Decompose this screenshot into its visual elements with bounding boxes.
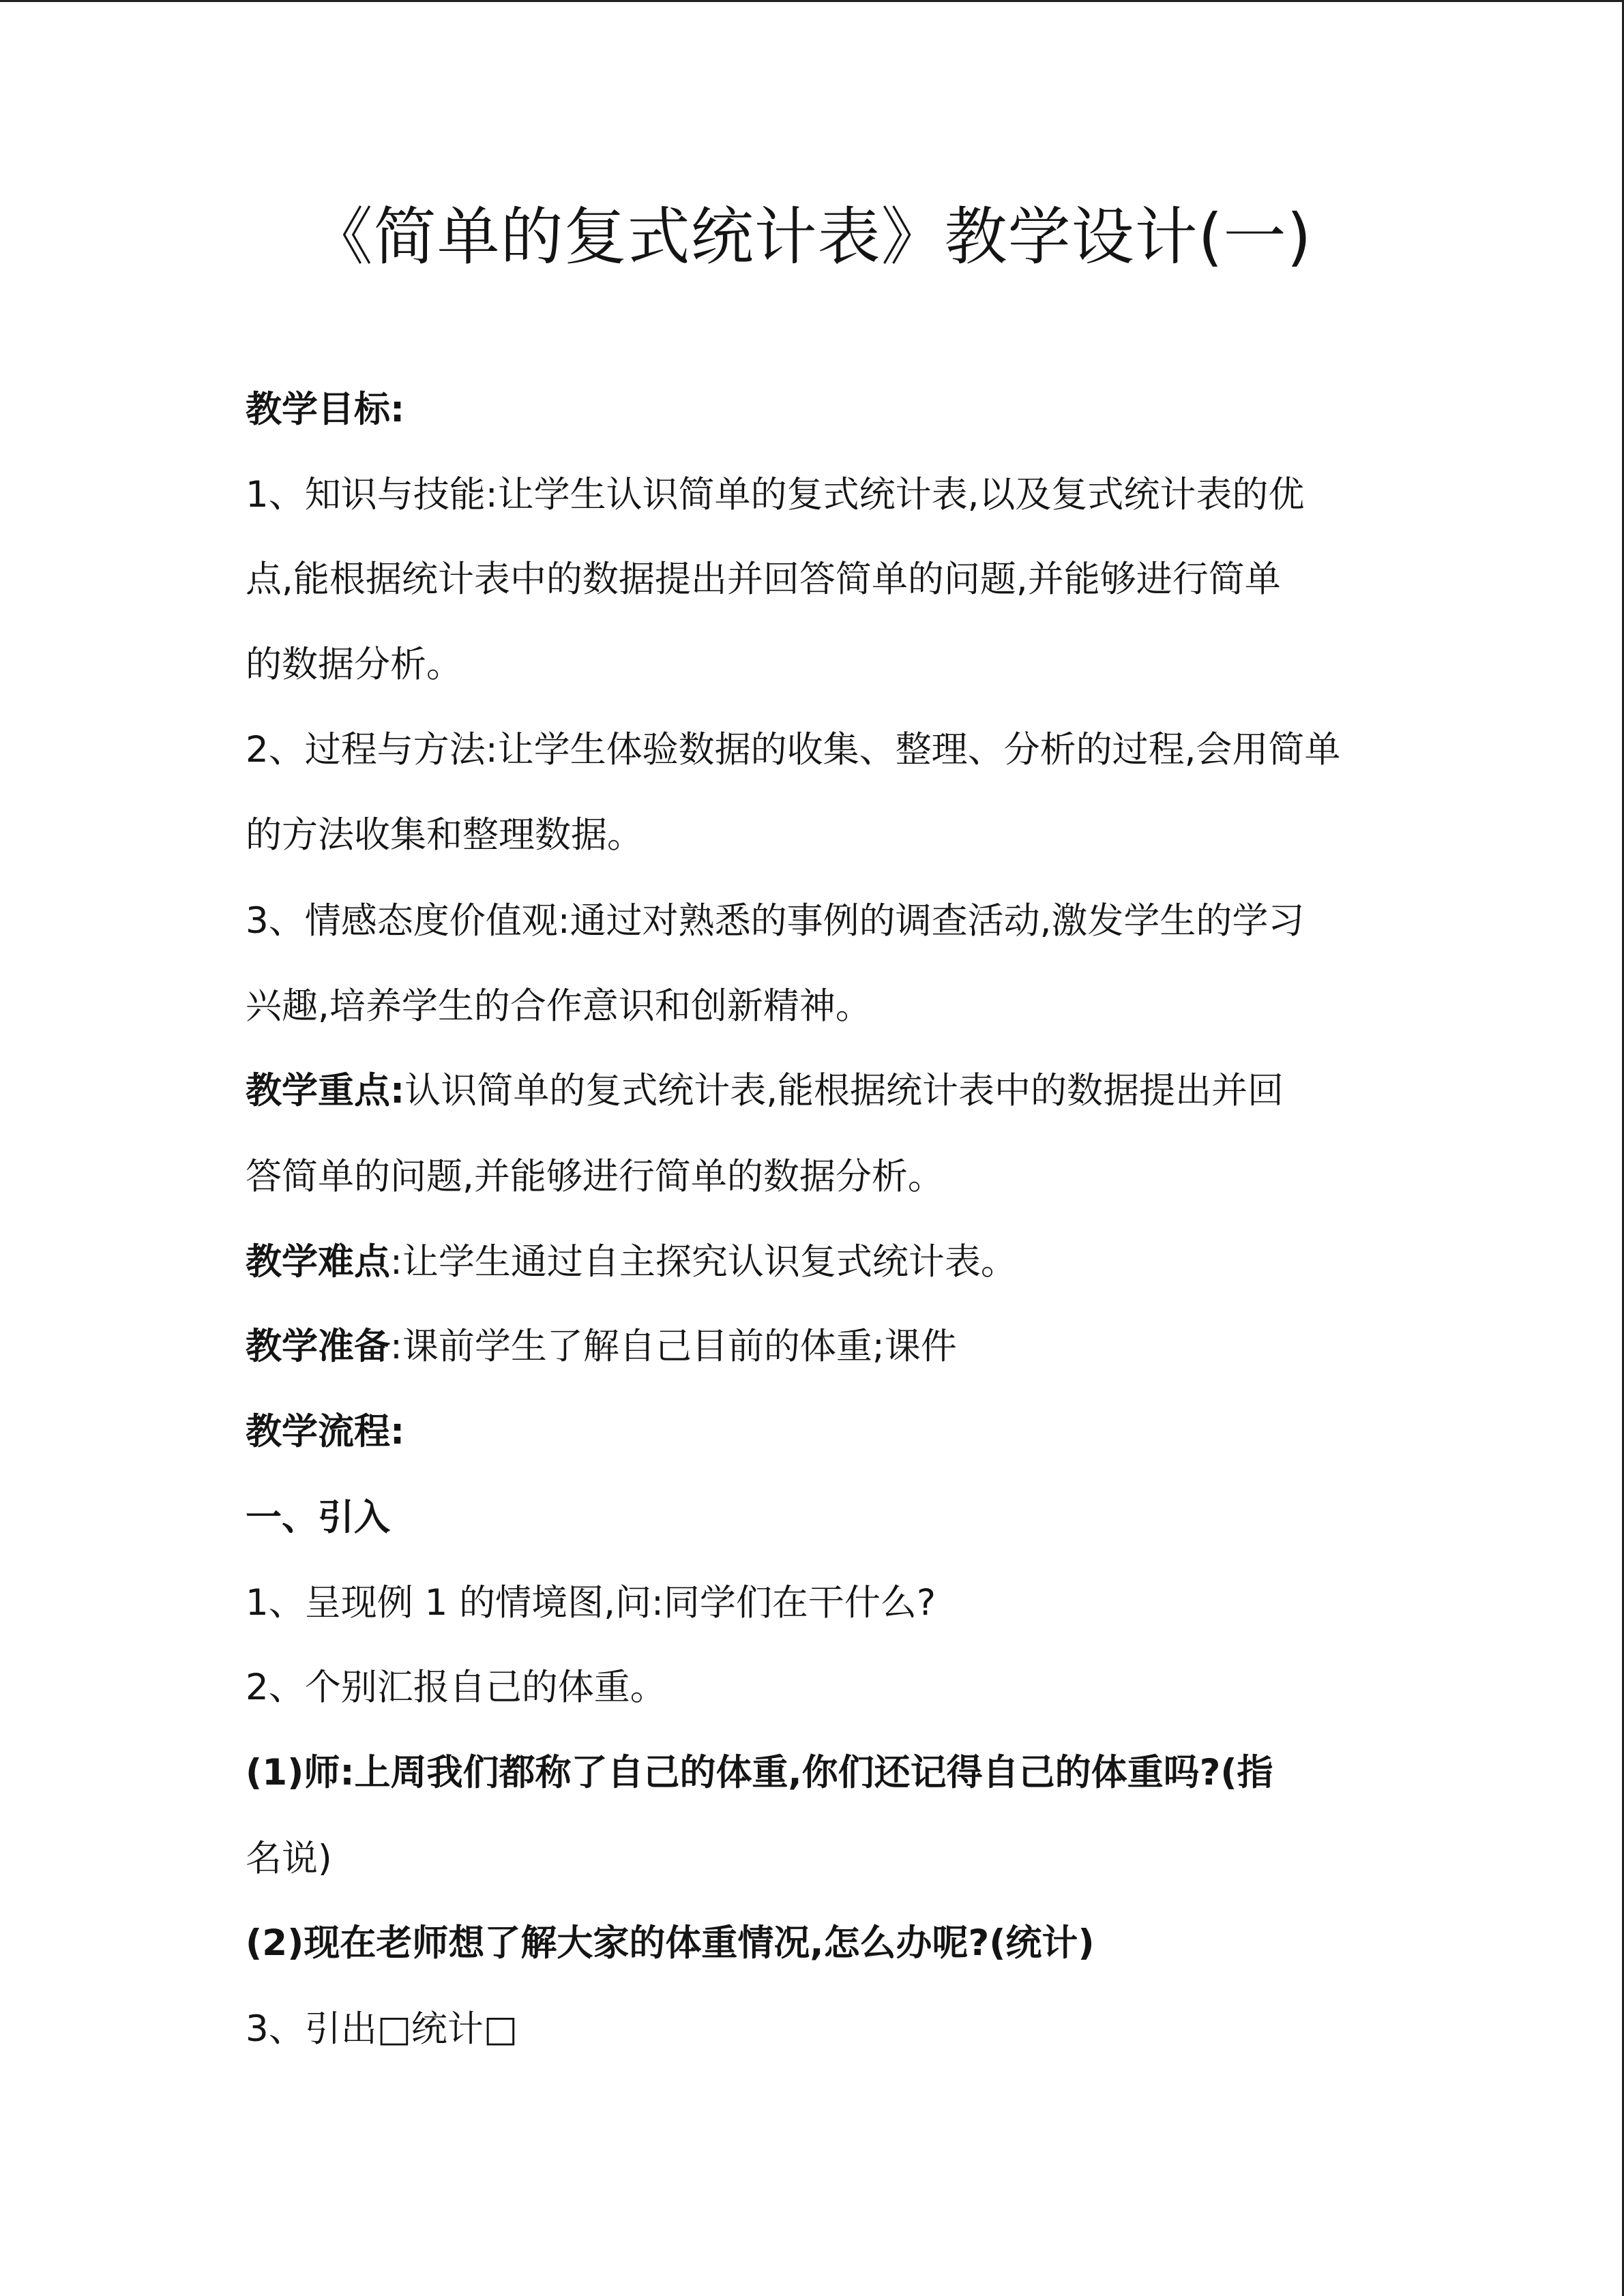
section-1-heading: 一、引入 [246, 1497, 390, 1538]
preparation-label: 教学准备 [246, 1326, 390, 1367]
preparation [246, 1323, 1390, 1371]
key-point-text: 认识简单的复式统计表,能根据统计表中的数据提出并回 [404, 1070, 1284, 1112]
objective-1-line-1: 1、知识与技能:让学生认识简单的复式统计表,以及复式统计表的优 [246, 474, 1305, 516]
objectives-heading: 教学目标: [246, 389, 405, 430]
objective-1-line-3: 的数据分析。 [246, 644, 462, 685]
key-point-line-2: 答简单的问题,并能够进行简单的数据分析。 [246, 1156, 944, 1197]
objective-3-line-2: 兴趣,培养学生的合作意识和创新精神。 [246, 985, 872, 1027]
objective-2-line-1: 2、过程与方法:让学生体验数据的收集、整理、分析的过程,会用简单 [246, 729, 1341, 771]
page-title: 《简单的复式统计表》教学设计(一) [310, 200, 1312, 273]
step-1: 1、呈现例 1 的情境图,问:同学们在干什么? [246, 1582, 936, 1624]
objective-1-line-2: 点,能根据统计表中的数据提出并回答简单的问题,并能够进行简单 [246, 558, 1281, 600]
step-2-question-1-line-1: (1)师:上周我们都称了自己的体重,你们还记得自己的体重吗?(指 [246, 1752, 1273, 1793]
difficulty [246, 1238, 1390, 1286]
step-2-question-2: (2)现在老师想了解大家的体重情况,怎么办呢?(统计) [246, 1922, 1095, 1964]
step-2-question-1-line-2: 名说) [246, 1838, 332, 1879]
difficulty-label: 教学难点 [246, 1241, 390, 1283]
step-3: 3、引出□统计□ [246, 2008, 518, 2050]
step-2: 2、个别汇报自己的体重。 [246, 1667, 666, 1708]
difficulty-text: :让学生通过自主探究认识复式统计表。 [390, 1241, 1017, 1283]
key-point-label: 教学重点: [246, 1070, 405, 1112]
process-heading: 教学流程: [246, 1411, 405, 1452]
preparation-text: :课前学生了解自己目前的体重;课件 [390, 1326, 957, 1367]
objective-3-line-1: 3、情感态度价值观:通过对熟悉的事例的调查活动,激发学生的学习 [246, 900, 1305, 942]
key-point [246, 1067, 1390, 1115]
objective-2-line-2: 的方法收集和整理数据。 [246, 814, 643, 856]
